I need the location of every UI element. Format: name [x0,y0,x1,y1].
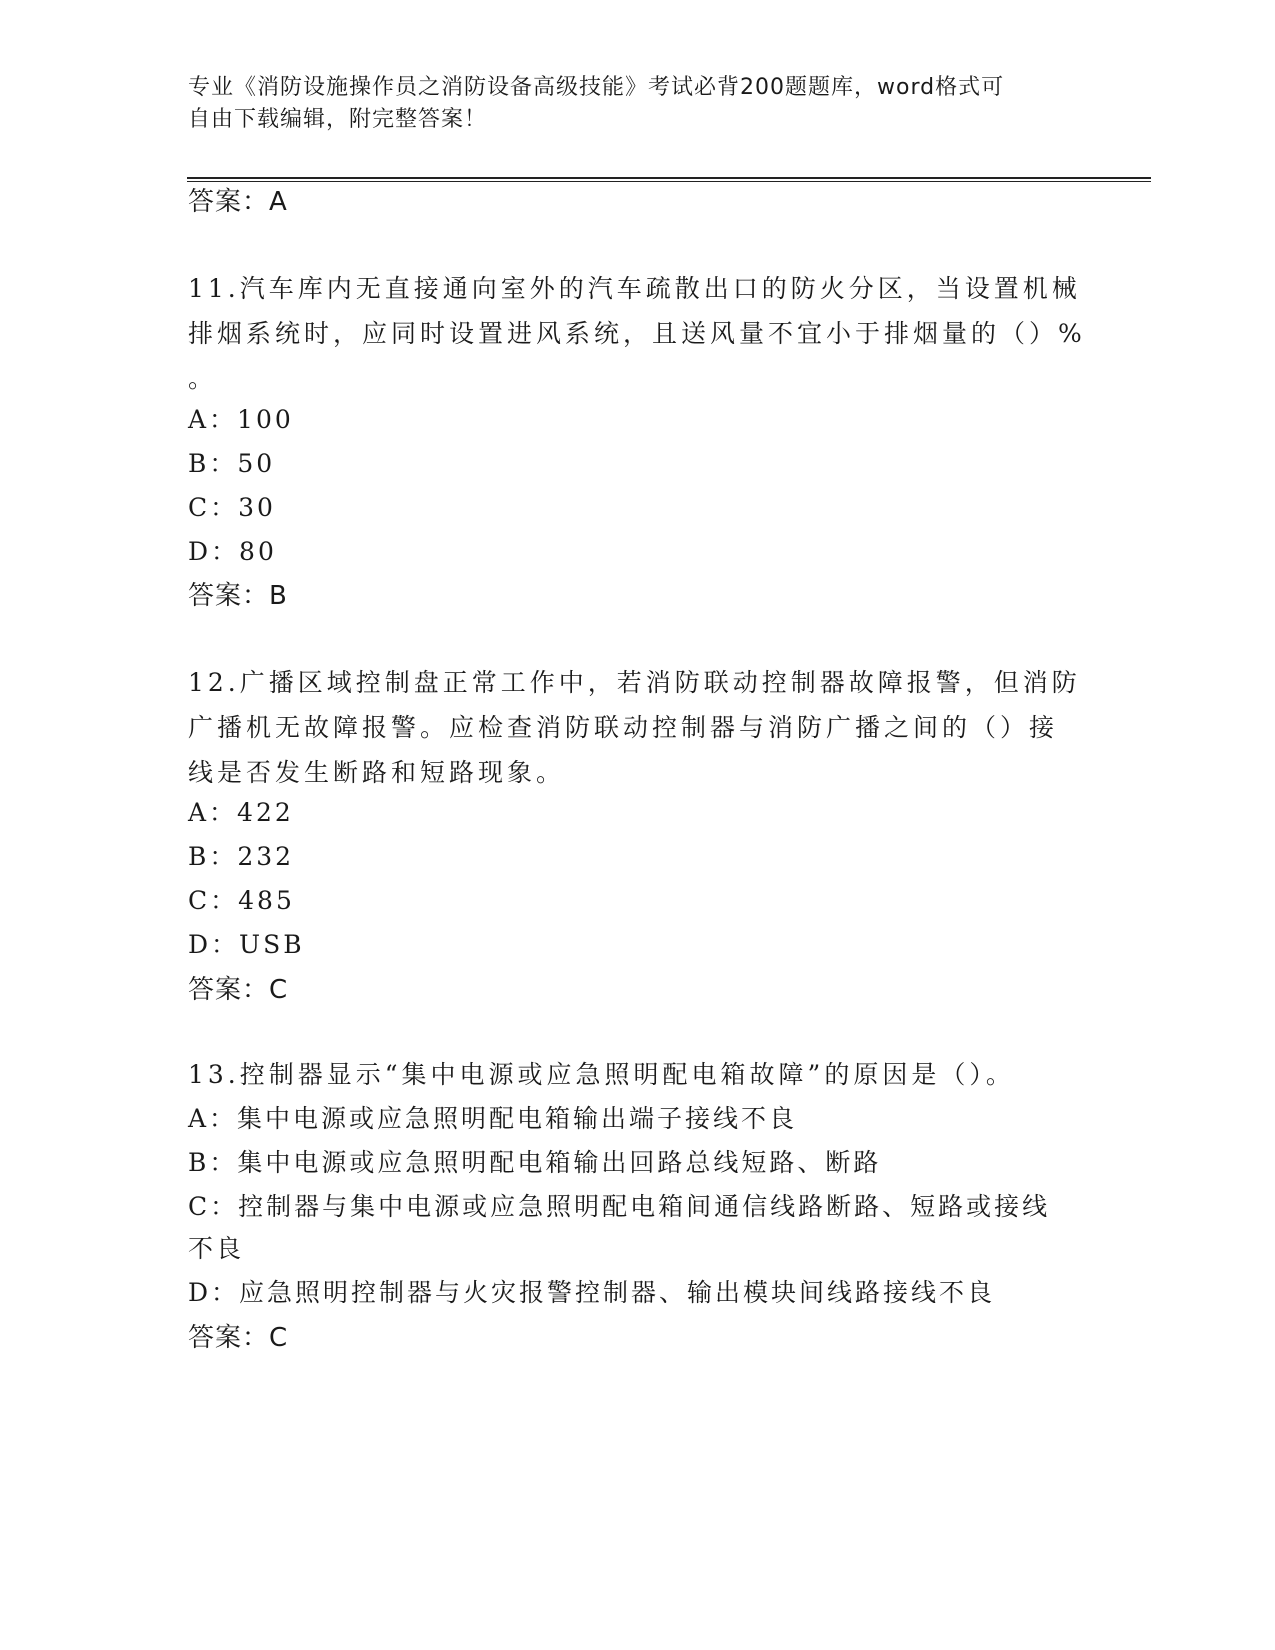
question-11-option-c: C：30 [188,493,276,522]
stem-line: 13.控制器显示“集中电源或应急照明配电箱故障”的原因是（）。 [188,1060,1015,1089]
question-11-answer: 答案：B [188,581,288,611]
header-line-1: 专业《消防设施操作员之消防设备高级技能》考试必背200题题库，word格式可 [188,75,1005,100]
question-12-option-d: D：USB [188,930,305,959]
stem-line: 广播机无故障报警。应检查消防联动控制器与消防广播之间的（）接 [188,713,1059,742]
question-12-stem [188,660,1088,795]
question-13-option-c: C：控制器与集中电源或应急照明配电箱间通信线路断路、短路或接线 [188,1192,1051,1221]
stem-line: 排烟系统时，应同时设置进风系统，且送风量不宜小于排烟量的（）% [188,319,1086,348]
question-13-stem [188,1052,1088,1097]
previous-answer: 答案：A [188,187,288,217]
question-13-answer: 答案：C [188,1323,289,1353]
question-11-option-b: B：50 [188,449,276,478]
stem-line: 11.汽车库内无直接通向室外的汽车疏散出口的防火分区，当设置机械 [188,274,1081,303]
stem-line: 12.广播区域控制盘正常工作中，若消防联动控制器故障报警，但消防 [188,668,1081,697]
question-12-option-c: C：485 [188,886,295,915]
question-13-option-b: B：集中电源或应急照明配电箱输出回路总线短路、断路 [188,1148,882,1177]
question-12-option-b: B：232 [188,842,295,871]
document-header [188,72,1068,136]
stem-line: 。 [188,364,218,393]
stem-line: 线是否发生断路和短路现象。 [188,758,566,787]
question-11-option-a: A：100 [188,405,294,434]
question-13-option-d: D：应急照明控制器与火灾报警控制器、输出模块间线路接线不良 [188,1278,996,1307]
question-12-option-a: A：422 [188,798,294,827]
question-13-option-c-continued: 不良 [188,1234,245,1263]
header-divider-thin [187,181,1151,182]
question-12-answer: 答案：C [188,975,289,1005]
question-11-option-d: D：80 [188,537,277,566]
question-11-stem [188,266,1088,401]
question-13-option-a: A：集中电源或应急照明配电箱输出端子接线不良 [188,1104,798,1133]
header-divider-thick [187,177,1151,179]
header-line-2: 自由下载编辑，附完整答案！ [188,107,488,132]
